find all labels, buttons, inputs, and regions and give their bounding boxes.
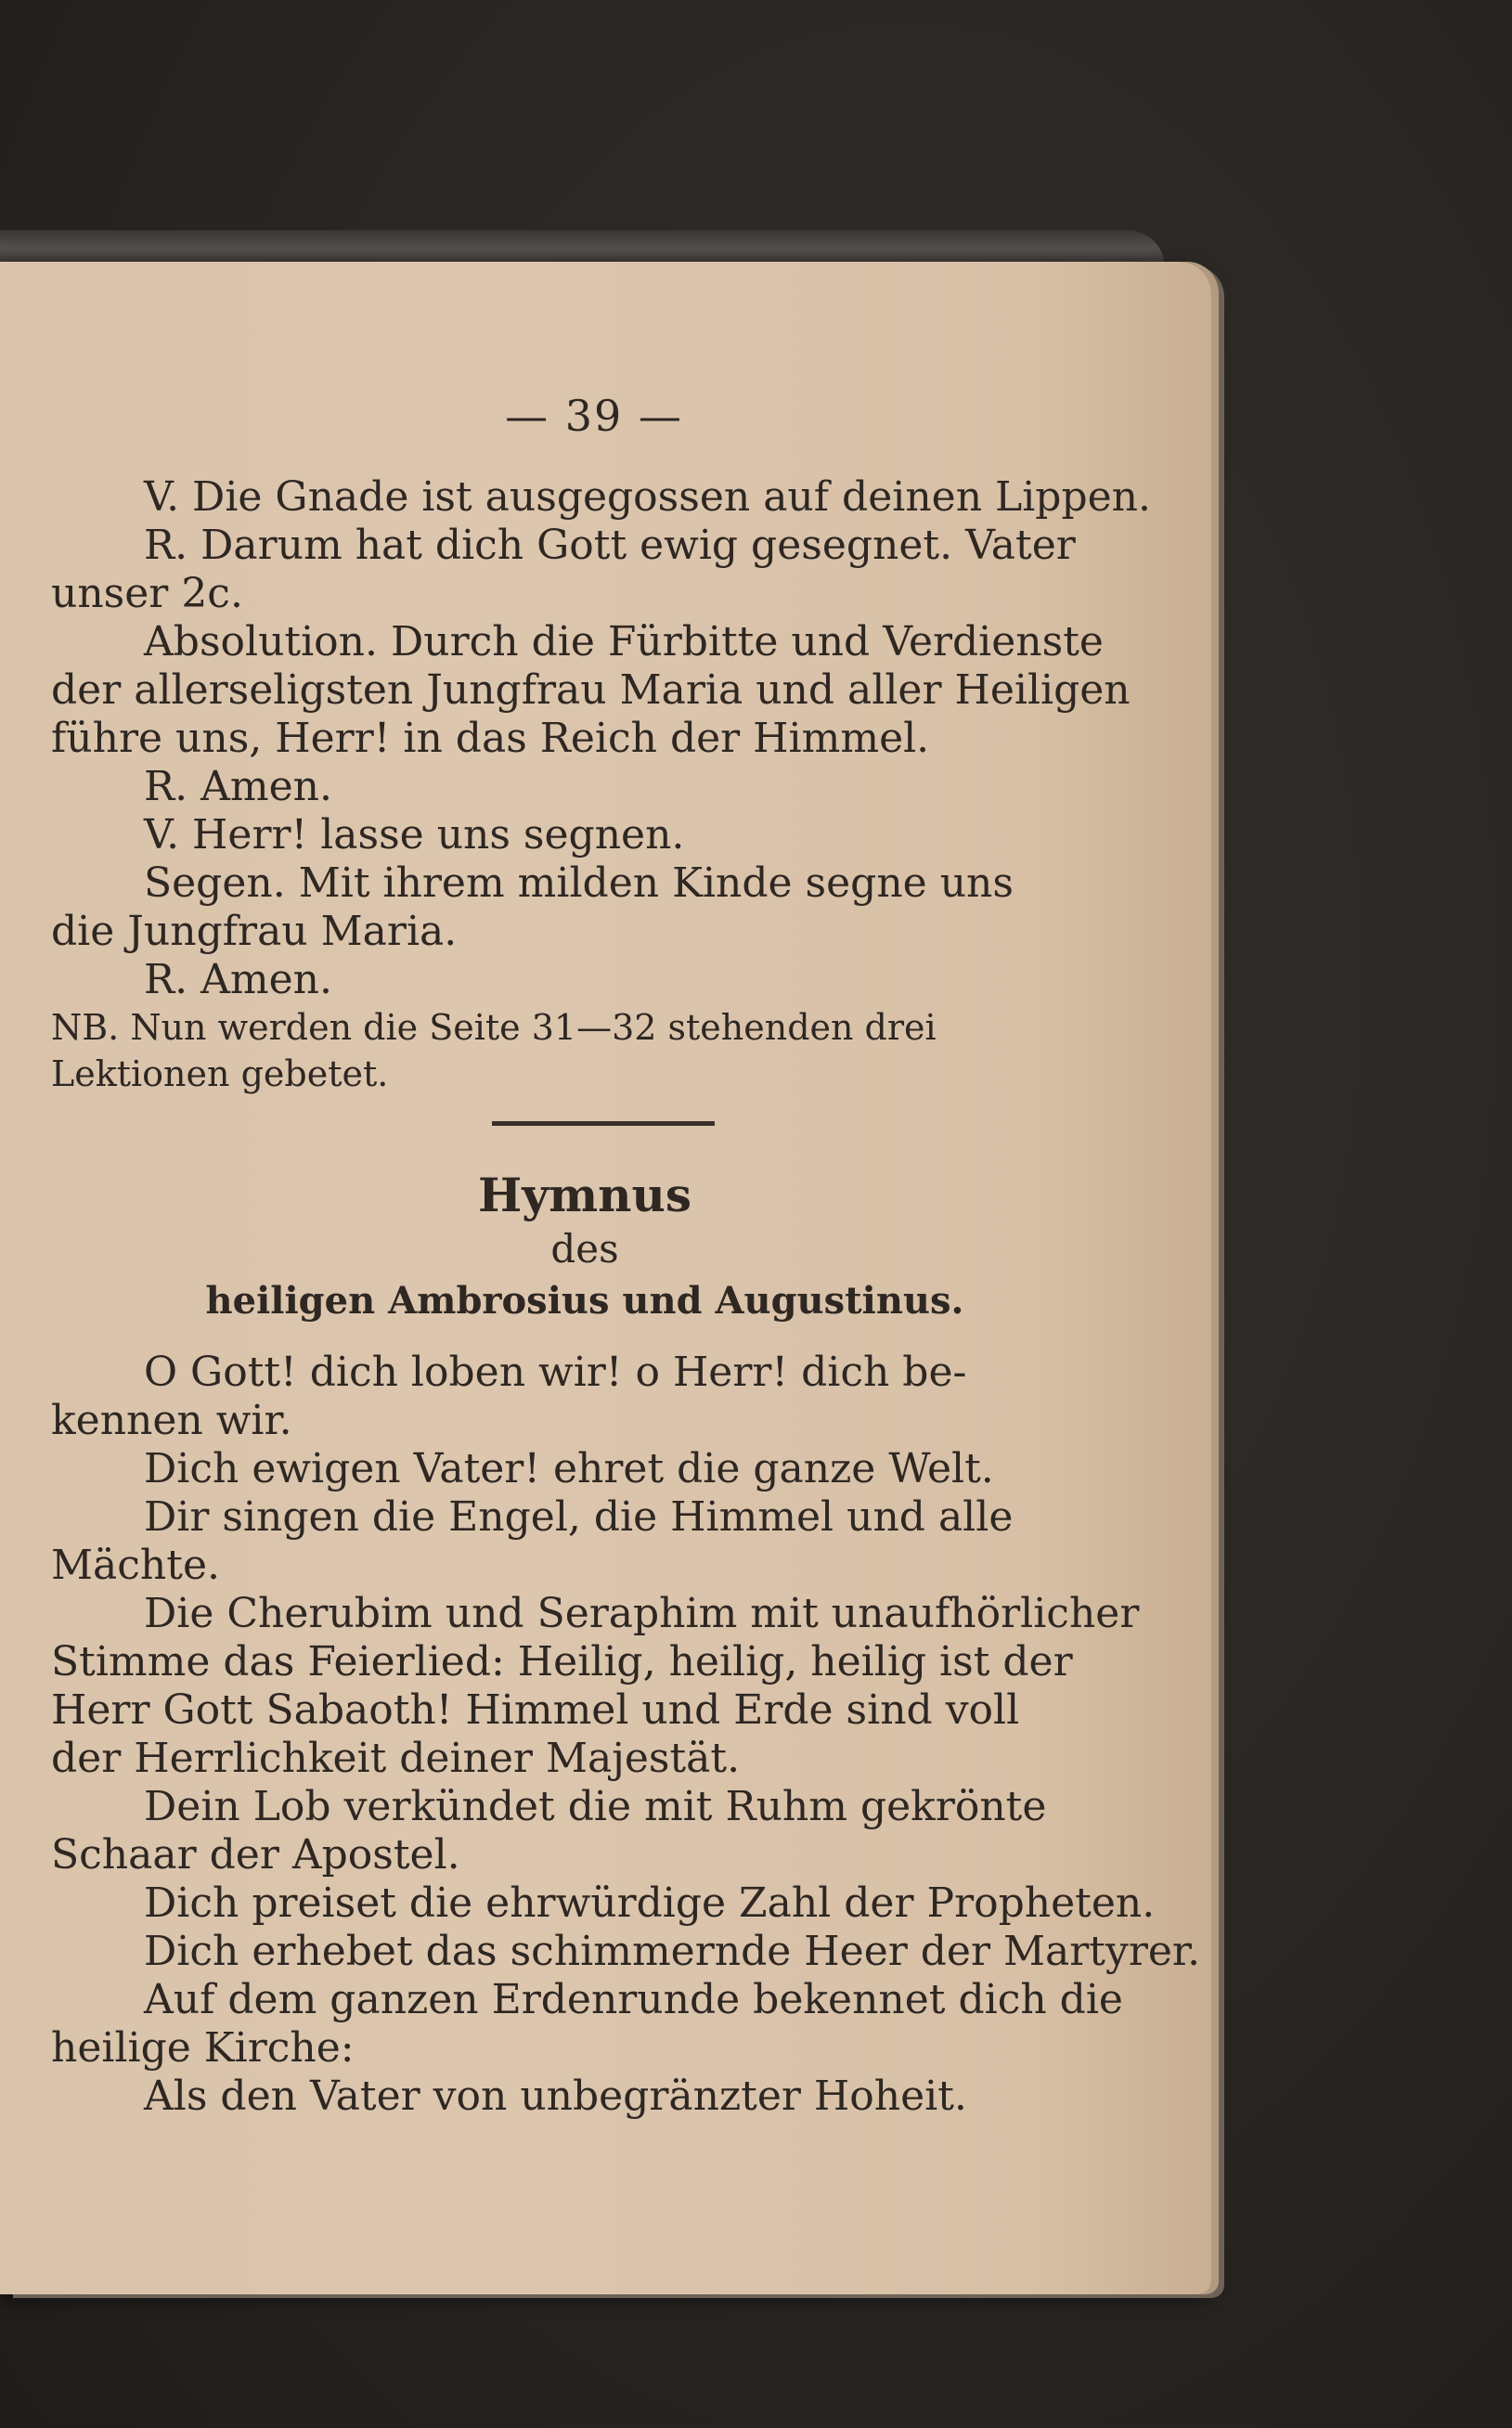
hymn-line: Dich preiset die ehrwürdige Zahl der Propheten.: [144, 1879, 1156, 1927]
hymn-line: O Gott! dich loben wir! o Herr! dich be-: [144, 1349, 967, 1396]
text-line: R. Amen.: [144, 956, 332, 1003]
text-line: führe uns, Herr! in das Reich der Himmel.: [51, 715, 930, 762]
hymn-line: Dich ewigen Vater! ehret die ganze Welt.: [144, 1445, 994, 1492]
hymn-line: heilige Kirche:: [51, 2024, 355, 2072]
liturgy-text: [51, 473, 1152, 1004]
section-divider: [492, 1121, 715, 1126]
text-line: V. Die Gnade ist ausgegossen auf deinen Lippen.: [144, 473, 1152, 521]
note-line: NB. Nun werden die Seite 31—32 stehenden drei: [51, 1007, 937, 1048]
hymn-line: Herr Gott Sabaoth! Himmel und Erde sind voll: [51, 1686, 1020, 1734]
hymn-title-connector: des: [550, 1226, 619, 1272]
hymn-line: Als den Vater von unbegränzter Hoheit.: [144, 2073, 967, 2120]
hymn-line: Die Cherubim und Seraphim mit unaufhörlicher: [144, 1590, 1140, 1637]
hymn-text: [51, 1349, 1201, 2121]
hymn-title: Hymnus: [477, 1168, 692, 1222]
hymn-line: der Herrlichkeit deiner Majestät.: [51, 1735, 741, 1782]
book-page: [0, 262, 1211, 2294]
hymn-line: Dir singen die Engel, die Himmel und alle: [144, 1493, 1014, 1541]
text-line: die Jungfrau Maria.: [51, 908, 458, 955]
text-line: Segen. Mit ihrem milden Kinde segne uns: [144, 859, 1014, 907]
note-line: Lektionen gebetet.: [51, 1053, 389, 1094]
text-line: R. Darum hat dich Gott ewig gesegnet. Vater: [144, 522, 1076, 569]
text-line: V. Herr! lasse uns segnen.: [144, 811, 685, 859]
text-line: unser 2c.: [51, 570, 243, 617]
hymn-line: Auf dem ganzen Erdenrunde bekennet dich die: [144, 1976, 1123, 2023]
text-line: R. Amen.: [144, 763, 332, 810]
hymn-line: Schaar der Apostel.: [51, 1831, 460, 1879]
hymn-line: kennen wir.: [51, 1397, 292, 1444]
hymn-line: Dich erhebet das schimmernde Heer der Martyrer.: [144, 1928, 1201, 1975]
hymn-line: Mächte.: [51, 1542, 220, 1589]
page-content: [51, 391, 1201, 2121]
hymn-line: Dein Lob verkündet die mit Ruhm gekrönte: [144, 1783, 1047, 1830]
note-text: [51, 1004, 1081, 1097]
text-line: der allerseligsten Jungfrau Maria und aller Heiligen: [51, 666, 1131, 714]
text-line: Absolution. Durch die Fürbitte und Verdienste: [144, 618, 1104, 665]
page-number: — 39 —: [505, 391, 683, 441]
hymn-subtitle: heiligen Ambrosius und Augustinus.: [205, 1279, 964, 1323]
hymn-line: Stimme das Feierlied: Heilig, heilig, heilig ist der: [51, 1638, 1073, 1685]
